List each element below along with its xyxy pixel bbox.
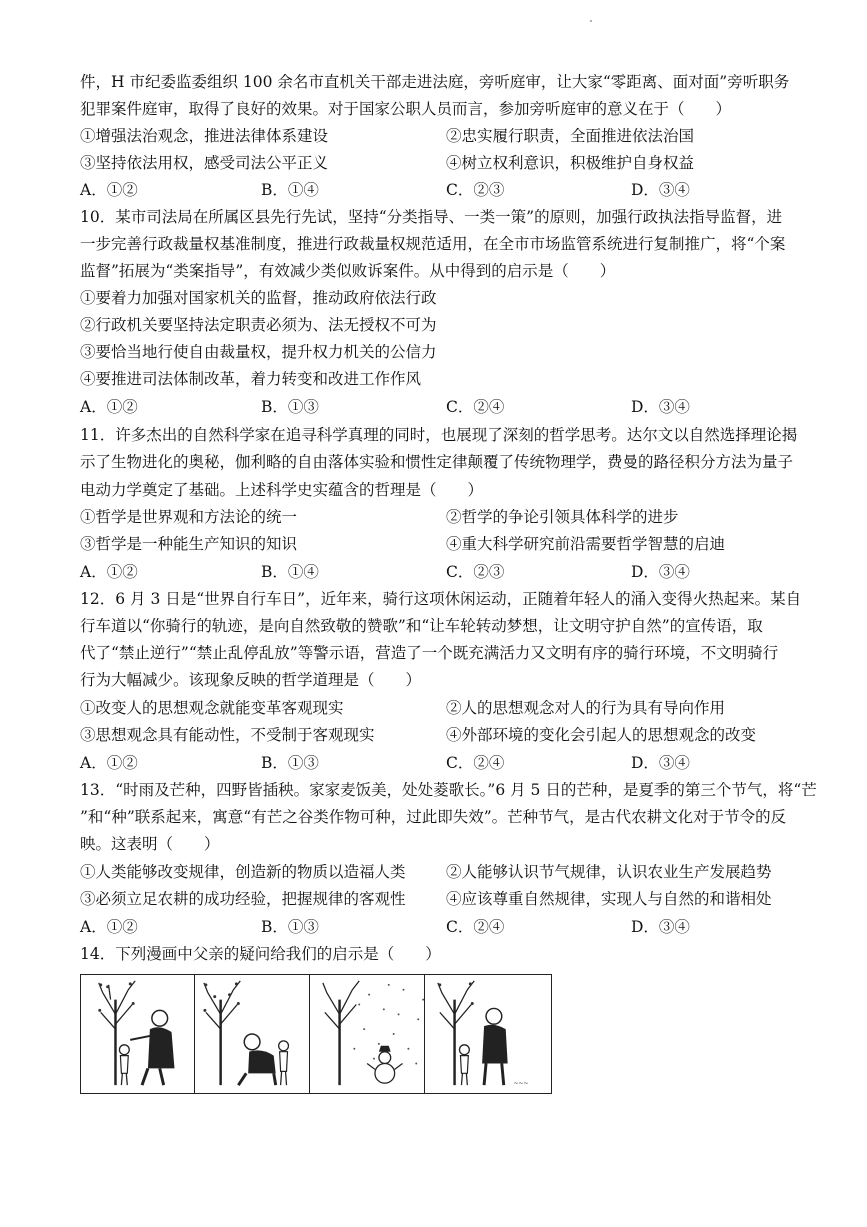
q10-stem-line3: 监督”拓展为“类案指导”，有效减少类似败诉案件。从中得到的启示是（ ） — [80, 262, 616, 280]
q12-option-b: B．①③ — [261, 754, 319, 772]
q13-option-b: B．①③ — [261, 918, 319, 936]
q9-option-d: D．③④ — [631, 181, 690, 199]
q12-statement-4: ④外部环境的变化会引起人的思想观念的改变 — [446, 726, 757, 744]
q10-statement-4: ④要推进司法体制改革，着力转变和改进工作作风 — [80, 370, 422, 388]
q14-stem-line1: 14．下列漫画中父亲的疑问给我们的启示是（ ） — [80, 945, 441, 963]
q12-statement-3: ③思想观念具有能动性，不受制于客观现实 — [80, 726, 375, 744]
q13-option-d: D．③④ — [631, 918, 690, 936]
q11-stem-line2: 示了生物进化的奥秘，伽利略的自由落体实验和惯性定律颠覆了传统物理学，费曼的路径积分方法为量子 — [80, 453, 794, 471]
q12-option-a: A．①② — [80, 754, 138, 772]
q10-option-c: C．②④ — [446, 398, 505, 416]
q12-stem-line4: 行为大幅减少。该现象反映的哲学道理是（ ） — [80, 671, 422, 689]
q11-statement-3: ③哲学是一种能生产知识的知识 — [80, 535, 298, 553]
comic-spring-icon — [81, 975, 207, 1093]
q11-option-a: A．①② — [80, 563, 138, 581]
q9-statement-1: ①增强法治观念，推进法律体系建设 — [80, 127, 329, 145]
q9-stem-line2: 犯罪案件庭审，取得了良好的效果。对于国家公职人员而言，参加旁听庭审的意义在于（ ） — [80, 100, 732, 118]
q12-stem-line3: 代了“禁止逆行”“禁止乱停乱放”等警示语，营造了一个既充满活力又文明有序的骑行环境，不文明骑行 — [80, 644, 779, 662]
q9-statement-3: ③坚持依法用权，感受司法公平正义 — [80, 154, 329, 172]
q11-statement-2: ②哲学的争论引领具体科学的进步 — [446, 508, 679, 526]
q11-option-d: D．③④ — [631, 563, 690, 581]
q13-stem-line2: ”和“种”联系起来，寓意“有芒之谷类作物可种，过此即失效”。芒种节气，是古代农耕文化对于节令的反 — [80, 808, 787, 826]
q12-statement-1: ①改变人的思想观念就能变革客观现实 — [80, 699, 344, 717]
q10-statement-3: ③要恰当地行使自由裁量权，提升权力机关的公信力 — [80, 343, 437, 361]
q13-statement-1: ①人类能够改变规律，创造新的物质以造福人类 — [80, 863, 406, 881]
q10-stem-line1: 10．某市司法局在所属区县先行先试，坚持“分类指导、一类一策”的原则，加强行政执法指导监督，进 — [80, 208, 783, 226]
q11-option-c: C．②③ — [446, 563, 505, 581]
q11-statement-1: ①哲学是世界观和方法论的统一 — [80, 508, 298, 526]
q12-option-d: D．③④ — [631, 754, 690, 772]
comic-summer-icon — [195, 975, 321, 1093]
q12-statement-2: ②人的思想观念对人的行为具有导向作用 — [446, 699, 726, 717]
q12-stem-line2: 行车道以“你骑行的轨迹，是向自然致敬的赞歌”和“让车轮转动梦想，让文明守护自然”的宣传语，取 — [80, 617, 763, 635]
q13-statement-3: ③必须立足农耕的成功经验，把握规律的客观性 — [80, 890, 406, 908]
q10-option-b: B．①③ — [261, 398, 319, 416]
q10-option-a: A．①② — [80, 398, 138, 416]
svg-text:~~~: ~~~ — [513, 1081, 529, 1088]
comic-panel-2 — [194, 974, 322, 1094]
q13-statement-2: ②人能够认识节气规律，认识农业生产发展趋势 — [446, 863, 772, 881]
q12-option-c: C．②④ — [446, 754, 505, 772]
q9-option-b: B．①④ — [261, 181, 319, 199]
q11-stem-line1: 11．许多杰出的自然科学家在追寻科学真理的同时，也展现了深刻的哲学思考。达尔文以自然选择理论揭 — [80, 426, 798, 444]
q11-option-b: B．①④ — [261, 563, 319, 581]
q10-statement-2: ②行政机关要坚持法定职责必须为、法无授权不可为 — [80, 316, 437, 334]
q9-option-c: C．②③ — [446, 181, 505, 199]
q13-option-c: C．②④ — [446, 918, 505, 936]
comic-child-grown-icon — [425, 975, 551, 1093]
q9-statement-4: ④树立权利意识，积极维护自身权益 — [446, 154, 695, 172]
q9-stem-line1: 件，H 市纪委监委组织 100 余名市直机关干部走进法庭，旁听庭审，让大家“零距离、面对面”旁听职务 — [80, 73, 790, 91]
q9-statement-2: ②忠实履行职责，全面推进依法治国 — [446, 127, 695, 145]
q9-option-a: A．①② — [80, 181, 138, 199]
q10-statement-1: ①要着力加强对国家机关的监督，推动政府依法行政 — [80, 289, 437, 307]
comic-winter-icon — [310, 975, 436, 1093]
q10-stem-line2: 一步完善行政裁量权基准制度，推进行政裁量权规范适用，在全市市场监管系统进行复制推广，将“个案 — [80, 235, 786, 253]
comic-panel-1 — [80, 974, 208, 1094]
q10-option-d: D．③④ — [631, 398, 690, 416]
q12-stem-line1: 12．6 月 3 日是“世界自行车日”，近年来，骑行这项休闲运动，正随着年轻人的涌入变得火热起来。某自 — [80, 590, 802, 608]
comic-panel-4 — [424, 974, 552, 1094]
q13-statement-4: ④应该尊重自然规律，实现人与自然的和谐相处 — [446, 890, 772, 908]
q11-stem-line3: 电动力学奠定了基础。上述科学史实蕴含的哲理是（ ） — [80, 481, 484, 499]
comic-panel-3 — [309, 974, 437, 1094]
q13-stem-line3: 映。这表明（ ） — [80, 835, 220, 853]
q11-statement-4: ④重大科学研究前沿需要哲学智慧的启迪 — [446, 535, 726, 553]
q13-option-a: A．①② — [80, 918, 138, 936]
scan-dot — [590, 20, 592, 22]
q13-stem-line1: 13．“时雨及芒种，四野皆插秧。家家麦饭美，处处菱歌长。”6 月 5 日的芒种，是夏季的第三个节气，将“芒 — [80, 781, 817, 799]
